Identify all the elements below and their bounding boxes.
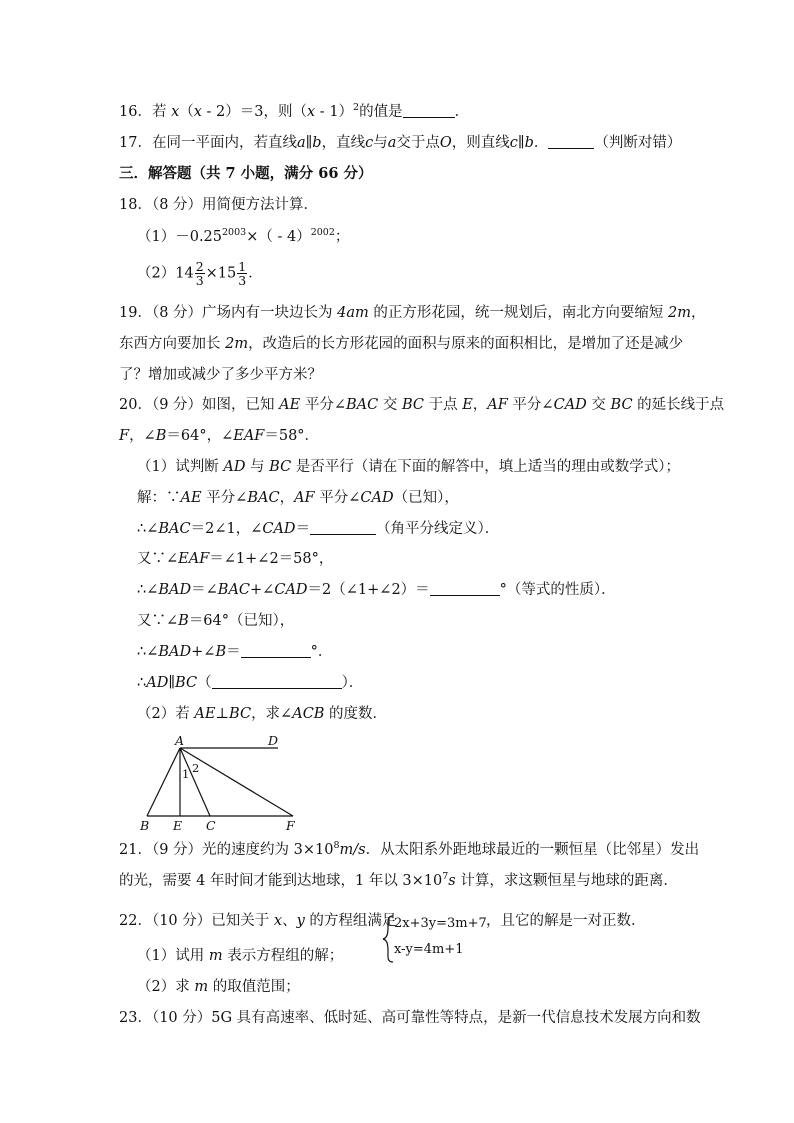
segment-AF: [180, 748, 293, 816]
answer-blank[interactable]: [212, 674, 342, 689]
fraction: $\frac{2}{3}$: [195, 259, 204, 288]
question-17: 17．在同一平面内，若直线a∥b，直线c与a交于点O，则直线c∥b． （判断对错）: [119, 135, 682, 151]
question-16: 16．若 x（x - 2）＝3，则（x - 1）$^2$的值是 ．: [119, 102, 470, 120]
geometry-figure: [135, 732, 300, 834]
answer-blank[interactable]: [430, 581, 500, 596]
question-18-part-1: $(1)-0.25^{2003}\times( - 4)^{2002}$；: [137, 227, 350, 245]
answer-blank[interactable]: [241, 643, 311, 658]
question-18-stem: 18．（8 分）用简便方法计算．: [119, 197, 319, 213]
solution-line-1: 解：∵AE 平分∠BAC，AF 平分∠CAD（已知），: [137, 490, 459, 506]
label-angle-1: 1: [182, 767, 190, 781]
question-23-line-1: 23．（10 分）5G 具有高速率、低时延、高可靠性等特点，是新一代信息技术发展方向和数: [119, 1010, 701, 1026]
question-22-line-1-end: ，且它的解是一对正数．: [486, 913, 646, 929]
label-D: D: [268, 733, 279, 748]
question-20-part-2: （2）若 AE⊥BC，求∠ACB 的度数．: [137, 706, 388, 722]
solution-line-5: 又∵∠B＝64°（已知），: [137, 613, 295, 629]
question-18-part-2: （2）14 $\frac{2}{3}$ ×15 $\frac{1}{3}$ ．: [137, 259, 263, 288]
question-20-line-1: 20．（9 分）如图，已知 AE 平分∠BAC 交 BC 于点 E，AF 平分∠CAD 交 BC 的延长线于点: [119, 397, 725, 413]
question-21-line-2: 的光，需要 4 年时间才能到达地球，1 年以 $3\times 10^7s$ 计算，求这颗恒星与地球的距离．: [119, 871, 678, 889]
label-C: C: [206, 818, 216, 833]
solution-line-6: ∴∠BAD+∠B＝ °．: [137, 644, 333, 660]
question-22-part-1: （1）试用 m 表示方程组的解；: [137, 948, 344, 964]
question-21-line-1: 21．（9 分）光的速度约为 $3\times 10^8m/s$．从太阳系外距地球最近的一颗恒星（比邻星）发出: [119, 840, 700, 858]
label-F: F: [286, 818, 295, 833]
solution-line-2: ∴∠BAC＝2∠1，∠CAD＝ （角平分线定义）．: [137, 521, 500, 537]
section-heading: 三．解答题（共 7 小题，满分 66 分）: [119, 165, 373, 182]
question-20-part-1: （1）试判断 AD 与 BC 是否平行（请在下面的解答中，填上适当的理由或数学式）；: [137, 459, 681, 475]
question-22-part-2: （2）求 m 的取值范围；: [137, 979, 300, 995]
question-20-line-2: F，∠B＝64°，∠EAF＝58°．: [119, 428, 320, 444]
answer-blank[interactable]: [310, 520, 376, 535]
question-19-line-1: 19．（8 分）广场内有一块边长为 4am 的正方形花园，统一规划后，南北方向要缩短 2m，: [119, 305, 706, 321]
solution-line-7: ∴AD∥BC（ ）．: [137, 675, 364, 691]
answer-blank[interactable]: [548, 134, 594, 149]
label-B: B: [140, 818, 150, 833]
question-22-line-1-start: 22．（10 分）已知关于 x、y 的方程组满足: [119, 913, 397, 929]
question-19-line-2: 东西方向要加长 2m，改造后的长方形花园的面积与原来的面积相比，是增加了还是减少: [119, 336, 684, 352]
equation-system-brace: [382, 915, 394, 963]
equation-1: 2x+3y=3m+7: [394, 916, 487, 931]
label-A: A: [175, 733, 185, 748]
question-19-line-3: 了？增加或减少了多少平方米？: [119, 367, 322, 383]
answer-blank[interactable]: [403, 103, 455, 118]
label-angle-2: 2: [192, 761, 200, 775]
segment-AC: [180, 748, 210, 816]
solution-line-3: 又∵∠EAF＝∠1+∠2＝58°，: [137, 551, 334, 567]
label-E: E: [173, 818, 183, 833]
fraction: $\frac{1}{3}$: [238, 259, 247, 288]
equation-2: x-y=4m+1: [394, 942, 464, 957]
solution-line-4: ∴∠BAD＝∠BAC+∠CAD＝2（∠1+∠2）＝ °（等式的性质）．: [137, 582, 616, 598]
segment-AB: [147, 748, 180, 816]
